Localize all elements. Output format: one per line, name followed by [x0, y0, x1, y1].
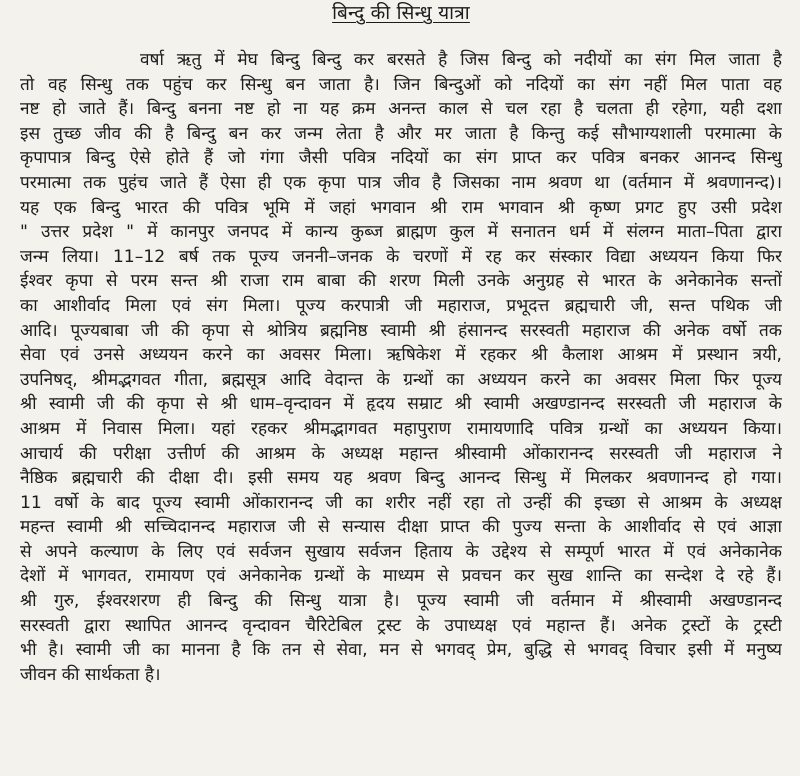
text-line: जन्म लिया। 11–12 बर्ष तक पूज्य जननी–जनक के चरणों में रह कर संस्कार विद्या अध्ययन किया फिर	[20, 246, 782, 267]
text-line: कृपापात्र बिन्दु ऐसे होते हैं जो गंगा जैसी पवित्र नदियों का संग प्राप्त कर पवित्र बनकर आनन्द सिन्धु	[20, 148, 782, 169]
text-line: उपनिषद्, श्रीमद्भगवत गीता, ब्रह्मसूत्र आदि वेदान्त के ग्रन्थों का अध्ययन करने का अवसर मिला फिर पूज्य	[20, 369, 782, 390]
text-line: आचार्य की परीक्षा उत्तीर्ण की आश्रम के अध्यक्ष महान्त श्रीस्वामी ओंकारानन्द सरस्वती जी महाराज ने	[20, 443, 782, 464]
text-line: से अपने कल्याण के लिए एवं सर्वजन सुखाय सर्वजन हिताय के उद्देश्य से सम्पूर्ण भारत में एवं अनेकानेक	[20, 541, 782, 562]
text-line: नष्ट हो जाते हैं। बिन्दु बनना नष्ट हो ना यह क्रम अनन्त काल से चल रहा है चलता ही रहेगा, यही दशा	[20, 99, 782, 120]
text-line: महन्त स्वामी श्री सच्चिदानन्द महाराज जी से सन्यास दीक्षा प्राप्त की पुज्य सन्ता के आशीर्वाद से एवं आज्ञा	[20, 517, 782, 538]
text-line: आश्रम में निवास मिला। यहां रहकर श्रीमद्भागवत महापुराण रामायणादि पवित्र ग्रन्थों का अध्ययन किया।	[20, 418, 782, 439]
text-line: इस तुच्छ जीव की है बिन्दु बन कर जन्म लेता है और मर जाता है किन्तु कई सौभाग्यशाली परमात्मा के	[20, 123, 782, 144]
text-line: श्री स्वामी जी की कृपा से श्री धाम–वृन्दावन में हृदय सम्राट श्री स्वामी अखण्डानन्द सरस्वती जी महाराज के	[20, 394, 782, 415]
text-line: भी है। स्वामी जी का मानना है कि तन से सेवा, मन से भगवद् प्रेम, बुद्धि से भगवद् विचार इसी में मनुष्य	[20, 640, 782, 661]
text-line: सेवा एवं उनसे अध्ययन करने का अवसर मिला। ऋषिकेश में रहकर श्री कैलाश आश्रम में प्रस्थान त्रयी,	[20, 345, 782, 366]
text-line: वर्षा ऋतु में मेघ बिन्दु बिन्दु कर बरसते है जिस बिन्दु को नदीयों का संग मिल जाता है	[140, 50, 782, 70]
text-line: नैष्ठिक ब्रह्मचारी की दीक्षा दी। इसी समय यह श्रवण बिन्दु आनन्द सिन्धु में मिलकर श्रवणानन्द हो गया।	[20, 468, 782, 489]
text-line: देशों में भागवत, रामायण एवं अनेकानेक ग्रन्थों के माध्यम से प्रवचन कर सुख शान्ति का सन्देश दे रहे हैं।	[20, 566, 782, 587]
text-line: का आशीर्वाद मिला एवं संग मिला। पूज्य करपात्री जी महाराज, प्रभूदत्त ब्रह्मचारी जी, सन्त पथिक जी	[20, 295, 782, 316]
text-line: परमात्मा तक पुहंच जाते हैं ऐसा ही एक कृपा पात्र जीव है जिसका नाम श्रवण था (वर्तमान में श्रवणानन्द)।	[20, 172, 782, 193]
text-line: सरस्वती द्वारा स्थापित आनन्द वृन्दावन चैरिटेबिल ट्रस्ट के उपाध्यक्ष एवं महान्त हैं। अनेक ट्रस्टों के ट्रस्टी	[20, 615, 782, 636]
text-line: 11 वर्षो के बाद पूज्य स्वामी ओंकारानन्द जी का शरीर नहीं रहा तो उन्हीं की इच्छा से आश्रम के अध्यक्ष	[20, 492, 782, 513]
text-line: " उत्तर प्रदेश " में कानपुर जनपद में कान्य कुब्ज ब्राह्मण कुल में सनातन धर्म में संलग्न माता–पिता द्वारा	[20, 222, 782, 243]
title-container	[20, 0, 782, 28]
text-line: यह एक बिन्दु भारत की पवित्र भूमि में जहां भगवान श्री राम भगवान श्री कृष्ण प्रगट हुए उसी प्रदेश	[20, 197, 782, 218]
document-title: बिन्दु की सिन्धु यात्रा	[332, 2, 470, 24]
body-paragraph	[20, 48, 782, 687]
text-line: श्री गुरु, ईश्वरशरण ही बिन्दु की सिन्धु यात्रा है। पूज्य स्वामी जी वर्तमान में श्रीस्वामी अखण्डानन्द	[20, 591, 782, 612]
text-line: ईश्वर कृपा से परम सन्त श्री राजा राम बाबा की शरण मिली उनके अनुग्रह से भारत के अनेकानेक सन्तों	[20, 271, 782, 292]
text-line: आदि। पूज्यबाबा जी की कृपा से श्रोत्रिय ब्रह्मनिष्ठ स्वामी श्री हंसानन्द सरस्वती महाराज की अनेक वर्षो तक	[20, 320, 782, 341]
text-line: तो वह सिन्धु तक पहुंच कर सिन्धु बन जाता है। जिन बिन्दुओं को नदियों का संग नहीं मिल पाता वह	[20, 74, 782, 95]
text-line: जीवन की सार्थकता है।	[20, 664, 161, 685]
